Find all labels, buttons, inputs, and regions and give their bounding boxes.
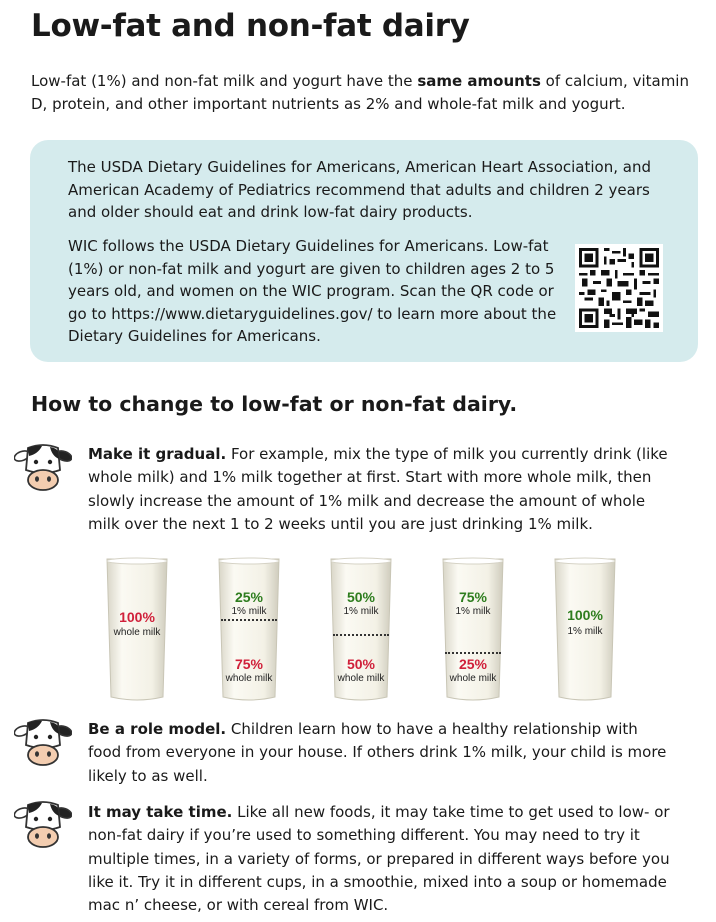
glass-5-label: 1% milk <box>567 626 603 637</box>
mix-divider-line <box>221 619 277 621</box>
tip-make-it-gradual: Make it gradual. For example, mix the type of milk you currently drink (like whole milk) and 1% milk together at first. Start with more whole milk, then slowly increase the amount of 1% milk and decrease the amount of whole milk over the next 1 to 2 weeks until you are just drinking 1% milk. <box>88 445 668 533</box>
info-paragraph-guidelines: The USDA Dietary Guidelines for Americans, American Heart Association, and American Academy of Pediatrics recommend that adults and children 2 years and older should eat and drink low-fat dairy products. <box>68 158 651 222</box>
milk-glass-5 <box>554 557 616 703</box>
mix-divider-line <box>445 652 501 654</box>
glass-2-bottom-label: whole milk <box>225 673 273 684</box>
cow-face-icon <box>14 442 72 494</box>
glass-4-bottom-percent: 25% <box>458 656 488 672</box>
milk-glass-4 <box>442 557 504 703</box>
glass-5-percent: 100% <box>567 607 603 623</box>
glass-2-top-percent: 25% <box>234 589 264 605</box>
cow-face-icon <box>14 799 72 851</box>
qr-code-icon[interactable] <box>575 244 663 332</box>
glass-3-bottom-percent: 50% <box>346 656 376 672</box>
milk-glass-1 <box>106 557 168 703</box>
glass-4-top-percent: 75% <box>458 589 488 605</box>
glass-4-bottom-label: whole milk <box>449 673 497 684</box>
tip-be-a-role-model: Be a role model. Children learn how to have a healthy relationship with food from everyone in your house. If others drink 1% milk, your child is more likely to as well. <box>88 720 667 785</box>
mix-divider-line <box>333 634 389 636</box>
section-heading: How to change to low-fat or non-fat dairy. <box>31 392 518 416</box>
tip-it-may-take-time: It may take time. Like all new foods, it may take time to get used to low- or non-fat dairy if you’re used to something different. You may need to try it multiple times, in a variety of forms, or prepared in different ways before you like it. Try it in different cups, in a smoothie, mixed into a soup or homemade mac n’ cheese, or with cereal from WIC. <box>88 803 670 915</box>
glass-1-label: whole milk <box>113 627 161 638</box>
glass-3-top-percent: 50% <box>346 589 376 605</box>
milk-glass-3 <box>330 557 392 703</box>
glass-1-percent: 100% <box>119 609 155 625</box>
glass-3-bottom-label: whole milk <box>337 673 385 684</box>
cow-face-icon <box>14 717 72 769</box>
glass-2-top-label: 1% milk <box>231 606 267 617</box>
page-title: Low-fat and non-fat dairy <box>31 8 470 44</box>
info-paragraph-wic: WIC follows the USDA Dietary Guidelines for Americans. Low-fat (1%) or non-fat milk and yogurt are given to children ages 2 to 5 years old, and women on the WIC program. Scan the QR code or go to https://www.dietaryguidelines.gov/ to learn more about the Dietary Guidelines for Americans. <box>68 237 557 346</box>
milk-glass-2 <box>218 557 280 703</box>
glass-2-bottom-percent: 75% <box>234 656 264 672</box>
intro-paragraph: Low-fat (1%) and non-fat milk and yogurt have the same amounts of calcium, vitamin D, protein, and other important nutrients as 2% and whole-fat milk and yogurt. <box>31 72 689 113</box>
glass-4-top-label: 1% milk <box>455 606 491 617</box>
info-box <box>30 140 698 362</box>
glass-3-top-label: 1% milk <box>343 606 379 617</box>
